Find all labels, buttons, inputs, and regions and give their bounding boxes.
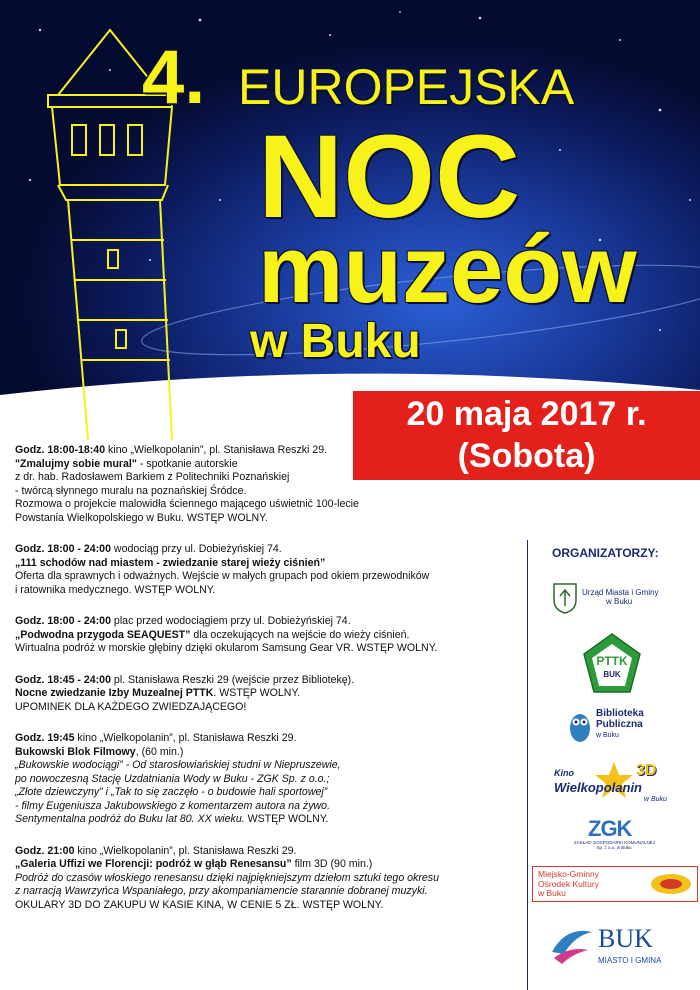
event-text: Godz. 19:45 [15,732,75,744]
event-line [15,615,520,629]
event-text: dla oczekujących na wejście do wieży ciśnień. [190,628,410,641]
event-text: film 3D (90 min.) [291,858,373,870]
event-line [15,584,520,598]
title-noc: NOC [258,111,521,243]
event-line [15,471,520,485]
event-text: pl. Stanisława Reszki 29 (wejście przez Bibliotekę). [110,673,355,686]
mgok-city: w Buku [538,888,566,898]
organizers-title: ORGANIZATORZY: [552,546,659,560]
event-line [15,845,520,859]
event-text: kino „Wielkopolanin”, pl. Stanisława Reszki 29. [105,444,328,456]
event-line [15,786,520,800]
event-text: Godz. 18:45 - 24:00 [15,673,111,686]
event-entry [15,845,520,913]
event-text: . WSTĘP WOLNY. [213,687,301,699]
mgok-name-2: Ośrodek Kultury [538,878,599,889]
mgok-logo [532,866,698,902]
event-weekday: (Sobota) [457,437,596,475]
event-line [15,642,520,656]
event-text: Sentymentalna podróż do Buku lat 80. XX wieku. [15,813,245,825]
event-line [15,885,520,899]
event-line [15,674,520,688]
event-line [15,773,520,787]
event-line [15,687,520,701]
event-text: OKULARY 3D DO ZAKUPU W KASIE KINA, W CENIE 5 ZŁ. WSTĘP WOLNY. [15,898,384,911]
title-europejska: EUROPEJSKA [238,59,575,115]
title-w-buku: w Buku [250,315,421,368]
event-line [15,701,520,715]
event-text: Bukowski Blok Filmowy [15,745,136,758]
biblioteka-city: w Buku [596,732,619,739]
event-text: wodociąg przy ul. Dobieżyńskiej 74. [110,543,282,555]
event-text: kino „Wielkopolanin”, pl. Stanisława Reszki 29. [74,844,297,857]
event-entry [15,543,520,597]
event-text: Podróż do czasów włoskiego renesansu dzięki najpiękniejszym dziełom sztuki tego okresu [15,871,439,884]
biblioteka-name: Biblioteka [596,708,644,719]
urzad-city: w Buku [606,597,633,606]
event-text: - filmy Eugeniusza Jakubowskiego z komentarzem autora na żywo. [15,799,331,812]
event-text: Godz. 18:00 - 24:00 [15,615,111,627]
title-muzeow: muzeów [258,216,637,323]
event-text: plac przed wodociągiem przy ul. Dobieżyńskiej 74. [110,615,351,627]
zgk-logo [574,816,654,856]
event-text: , (60 min.) [135,745,184,758]
event-text: UPOMINEK DLA KAŻDEGO ZWIEDZAJĄCEGO! [15,700,247,713]
event-text: Godz. 18:00 - 24:00 [15,543,111,555]
event-text: Godz. 18:00-18:40 [15,444,106,456]
event-text: "Zmalujmy sobie mural" [15,457,137,470]
coat-of-arms-icon [552,582,578,614]
kino-name: Wielkopolanin [554,780,642,795]
zgk-mark: ZGK [588,816,632,841]
event-line [15,570,520,584]
event-text: z dr. hab. Radosławem Barkiem z Politechniki Poznańskiej [15,471,290,483]
event-text: i ratownika medycznego. WSTĘP WOLNY. [15,583,216,596]
event-line [15,813,520,827]
mgok-name: Miejsko-Gminny [538,869,599,879]
event-line [15,800,520,814]
event-line [15,444,520,458]
event-text: po nowoczesną Stację Uzdatniania Wody w Buku - ZGK Sp. z o.o.; [15,772,330,785]
buk-swoosh-icon [548,922,596,966]
event-entry [15,444,520,525]
event-text: „Bukowskie wodociągi” [15,759,126,771]
event-text: - Od starosłowiańskiej studni w Niepruszewie, [125,759,341,771]
pttk-logo [580,632,644,696]
event-line [15,485,520,499]
event-text: - twórcą słynnego muralu na poznańskiej Śródce. [15,484,247,497]
event-text: „Złote dziewczyny” i „Tak to się zaczęło - o budowie hali sportowej” [15,786,328,798]
event-text: kino „Wielkopolanin”, pl. Stanisława Reszki 29. [74,732,297,744]
pttk-text: PTTK [596,654,628,668]
event-text: „Galeria Uffizi we Florencji: podróż w głąb Renesansu” [15,858,292,870]
event-entry [15,615,520,656]
biblioteka-logo [568,706,688,750]
event-text: Rozmowa o projekcie malowidła ściennego mającego uświetnić 100-lecie [15,498,359,510]
buk-mark: BUK [598,924,653,953]
organizers-panel [527,540,700,990]
event-line [15,872,520,886]
event-entry [15,674,520,715]
urzad-name: Urząd Miasta i Gminy [582,588,659,597]
event-line [15,732,520,746]
event-entry [15,732,520,827]
event-line [15,746,520,760]
event-text: „111 schodów nad miastem - zwiedzanie starej wieży ciśnień” [15,556,326,569]
event-line [15,458,520,472]
night-sky-banner [0,0,700,440]
buk-sub: MIASTO I GMINA [598,956,662,965]
event-line [15,498,520,512]
event-line [15,557,520,571]
zgk-name: ZAKŁAD GOSPODARKI KOMUNALNEJ [574,840,656,845]
event-line [15,759,520,773]
event-line [15,858,520,872]
event-date: 20 maja 2017 r. [406,395,647,433]
owl-icon [568,708,592,744]
event-text: z narracją Wawrzyńca Wspaniałego, przy akompaniamencie starannie dobranej muzyki. [15,885,428,897]
zgk-city: Sp. z o.o. w Buku [596,845,632,850]
event-text: Nocne zwiedzanie Izby Muzealnej PTTK [15,687,214,699]
event-text: Powstania Wielkopolskiego w Buku. WSTĘP WOLNY. [15,511,268,524]
event-text: Oferta dla sprawnych i odważnych. Wejście w małych grupach pod okiem przewodników [15,570,430,582]
biblioteka-name-2: Publiczna [596,719,643,730]
event-text: Godz. 21:00 [15,844,75,857]
buk-logo [548,918,682,974]
kino-logo [550,760,680,810]
event-text: Wirtualna podróż w morskie głębiny dzięki okularom Samsung Gear VR. WSTĘP WOLNY. [15,642,438,654]
mgok-emblem-icon [649,871,693,897]
kino-3d-badge: 3D [636,762,657,779]
pttk-city: BUK [603,670,621,679]
event-text: - spotkanie autorskie [136,457,238,470]
event-schedule [15,444,520,930]
edition-number: 4. [142,35,206,120]
event-line [15,543,520,557]
kino-label: Kino [554,768,574,778]
kino-city: w Buku [644,796,667,803]
urzad-logo [550,578,698,622]
event-line [15,512,520,526]
event-line [15,629,520,643]
event-line [15,899,520,913]
event-text: WSTĘP WOLNY. [244,813,329,825]
event-text: „Podwodna przygoda SEAQUEST” [15,628,191,641]
